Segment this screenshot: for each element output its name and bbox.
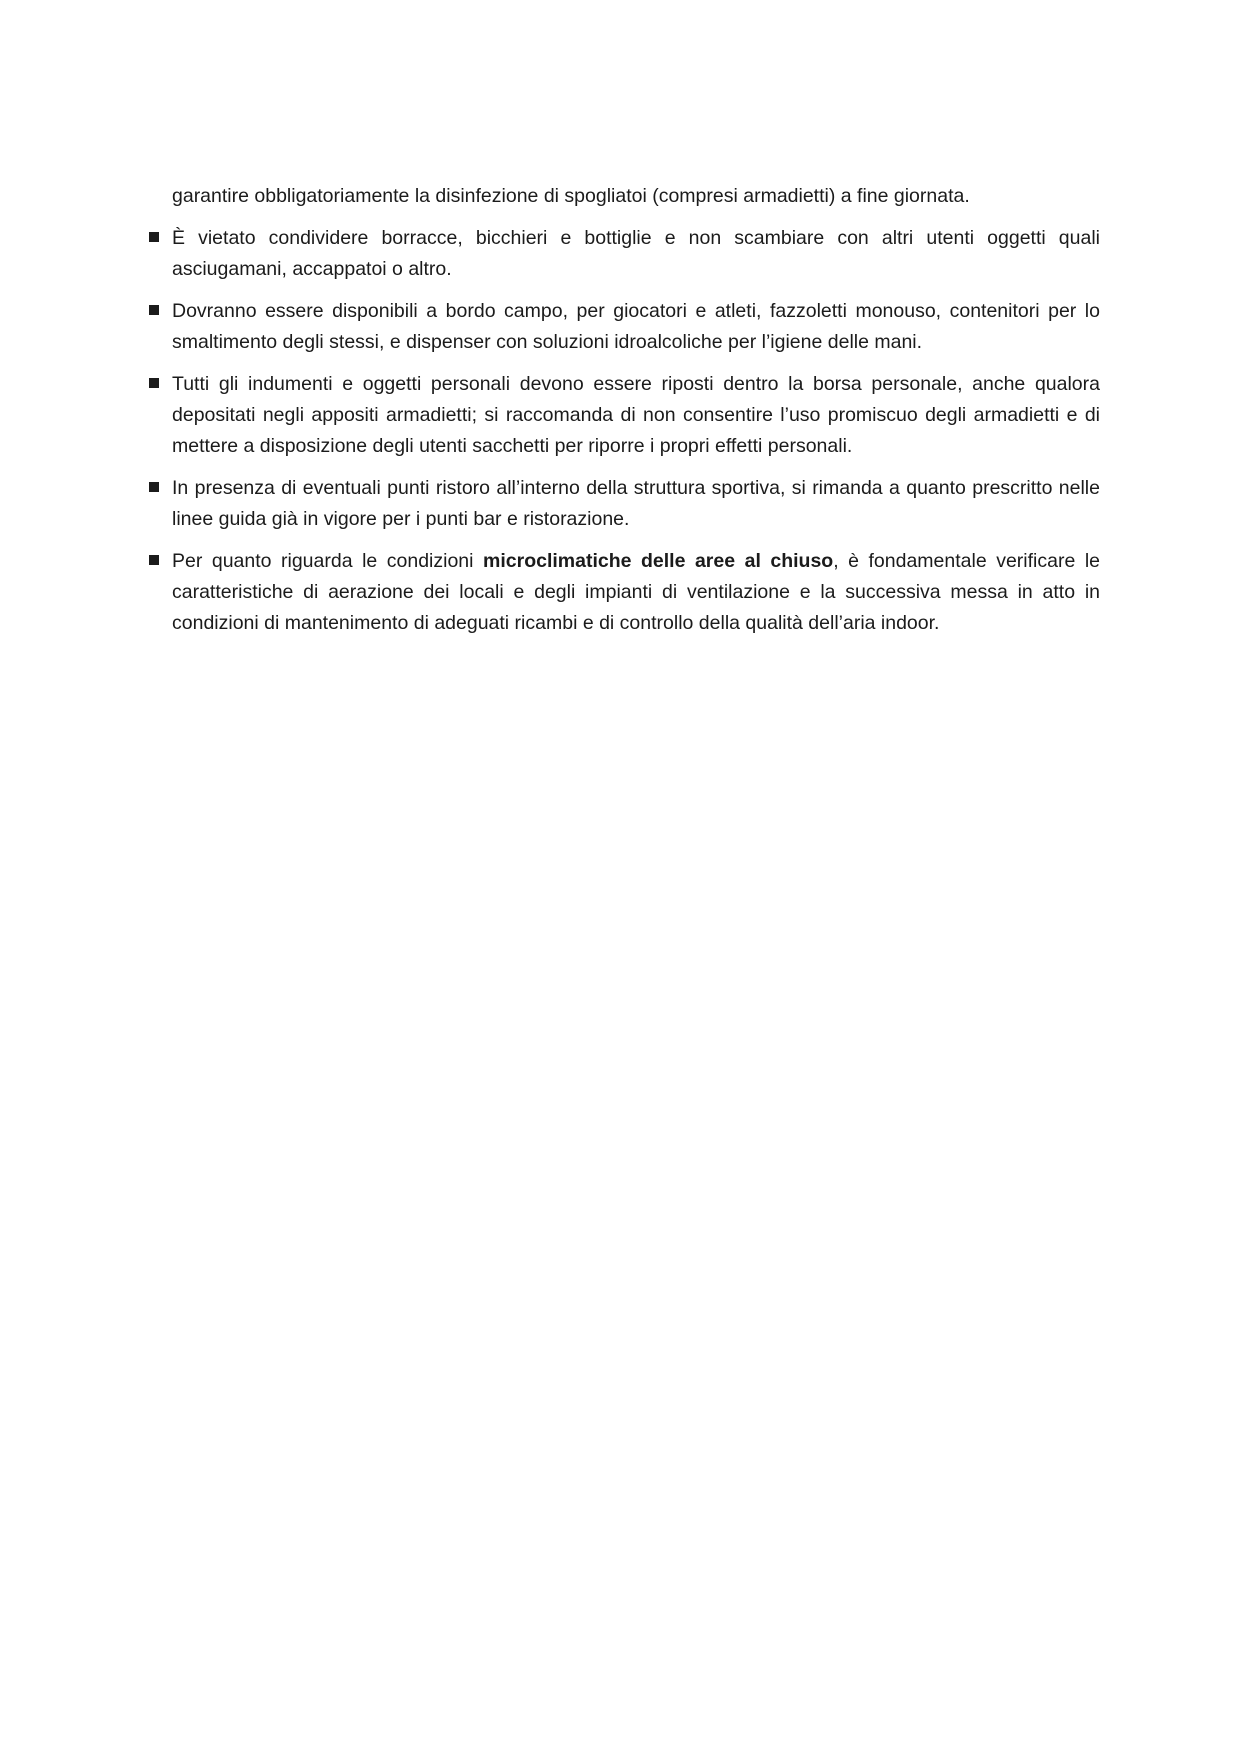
square-bullet-icon [149,482,159,492]
bullet-item [172,296,1100,358]
bullet-text [172,473,1100,535]
text-segment: , è fondamentale verificare le caratteristiche di aerazione dei locali e degli impianti di ventilazione e la successiva messa in atto in condizioni di mantenimento di adeguati ricambi e di controllo della qualità dell’aria indoor. [172,550,1100,634]
square-bullet-icon [149,232,159,242]
text-segment: È vietato condividere borracce, bicchieri e bottiglie e non scambiare con altri utenti oggetti quali asciugamani, accappatoi o altro. [172,227,1100,280]
bullet-item [172,473,1100,535]
document-content [172,181,1100,639]
bullet-text [172,546,1100,639]
text-segment: In presenza di eventuali punti ristoro all’interno della struttura sportiva, si rimanda a quanto prescritto nelle linee guida già in vigore per i punti bar e ristorazione. [172,477,1100,530]
intro-paragraph: garantire obbligatoriamente la disinfezione di spogliatoi (compresi armadietti) a fine giornata. [172,185,970,207]
bullet-item [172,369,1100,462]
bullet-item [172,223,1100,285]
bullet-item [172,546,1100,639]
text-segment: Dovranno essere disponibili a bordo campo, per giocatori e atleti, fazzoletti monouso, contenitori per lo smaltimento degli stessi, e dispenser con soluzioni idroalcoliche per l’igiene delle mani. [172,300,1100,353]
square-bullet-icon [149,305,159,315]
text-segment: Tutti gli indumenti e oggetti personali devono essere riposti dentro la borsa personale, anche qualora depositati negli appositi armadietti; si raccomanda di non consentire l’uso promiscuo degli armadietti e di mettere a disposizione degli utenti sacchetti per riporre i propri effetti personali. [172,373,1100,457]
text-segment: Per quanto riguarda le condizioni [172,550,484,572]
bullet-list [172,223,1100,639]
bullet-text [172,369,1100,462]
bullet-text [172,296,1100,358]
square-bullet-icon [149,555,159,565]
square-bullet-icon [149,378,159,388]
bold-text-segment: microclimatiche delle aree al chiuso [483,550,834,572]
bullet-text [172,223,1100,285]
